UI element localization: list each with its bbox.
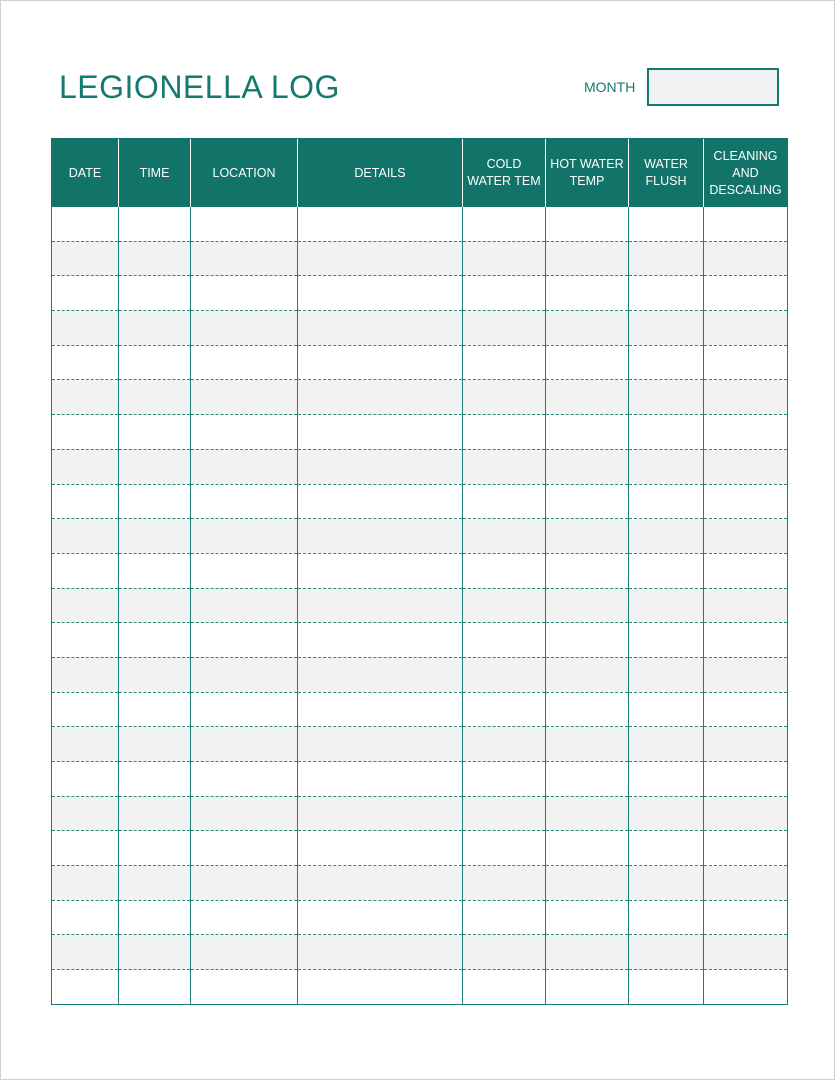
log-cell[interactable] bbox=[546, 866, 629, 901]
log-cell[interactable] bbox=[463, 380, 546, 415]
log-cell[interactable] bbox=[52, 692, 119, 727]
log-cell[interactable] bbox=[298, 311, 463, 346]
log-cell[interactable] bbox=[463, 762, 546, 797]
log-cell[interactable] bbox=[119, 449, 191, 484]
log-cell[interactable] bbox=[298, 519, 463, 554]
log-cell[interactable] bbox=[629, 762, 704, 797]
table-row bbox=[52, 727, 788, 762]
log-cell[interactable] bbox=[629, 623, 704, 658]
log-cell[interactable] bbox=[463, 796, 546, 831]
month-label: MONTH bbox=[584, 79, 636, 95]
log-cell[interactable] bbox=[546, 553, 629, 588]
column-header-line: COLD bbox=[486, 157, 522, 171]
log-cell[interactable] bbox=[191, 311, 298, 346]
column-header-cleaning-and-descaling bbox=[704, 139, 788, 208]
log-cell[interactable] bbox=[191, 380, 298, 415]
log-cell[interactable] bbox=[119, 866, 191, 901]
log-cell[interactable] bbox=[298, 484, 463, 519]
log-cell[interactable] bbox=[463, 449, 546, 484]
log-cell[interactable] bbox=[119, 519, 191, 554]
log-cell[interactable] bbox=[704, 727, 788, 762]
log-cell[interactable] bbox=[191, 657, 298, 692]
log-cell[interactable] bbox=[191, 762, 298, 797]
log-cell[interactable] bbox=[119, 692, 191, 727]
log-cell[interactable] bbox=[119, 345, 191, 380]
log-cell[interactable] bbox=[52, 866, 119, 901]
log-cell[interactable] bbox=[704, 900, 788, 935]
column-header-line: WATER bbox=[644, 157, 688, 171]
table-header-row bbox=[52, 139, 788, 208]
log-cell[interactable] bbox=[191, 623, 298, 658]
log-cell[interactable] bbox=[546, 970, 629, 1005]
log-cell[interactable] bbox=[704, 311, 788, 346]
log-cell[interactable] bbox=[463, 692, 546, 727]
column-header-line: HOT WATER bbox=[550, 157, 624, 171]
log-cell[interactable] bbox=[704, 484, 788, 519]
log-cell[interactable] bbox=[463, 484, 546, 519]
table-row bbox=[52, 762, 788, 797]
log-cell[interactable] bbox=[546, 519, 629, 554]
log-cell[interactable] bbox=[546, 762, 629, 797]
log-cell[interactable] bbox=[52, 727, 119, 762]
table-row bbox=[52, 345, 788, 380]
table-row bbox=[52, 588, 788, 623]
log-cell[interactable] bbox=[119, 207, 191, 241]
log-cell[interactable] bbox=[546, 831, 629, 866]
log-cell[interactable] bbox=[298, 415, 463, 450]
log-cell[interactable] bbox=[298, 935, 463, 970]
log-cell[interactable] bbox=[52, 484, 119, 519]
log-cell[interactable] bbox=[629, 241, 704, 276]
table-row bbox=[52, 657, 788, 692]
log-cell[interactable] bbox=[704, 241, 788, 276]
log-cell[interactable] bbox=[191, 831, 298, 866]
log-cell[interactable] bbox=[191, 241, 298, 276]
log-cell[interactable] bbox=[52, 623, 119, 658]
log-cell[interactable] bbox=[191, 449, 298, 484]
log-cell[interactable] bbox=[298, 727, 463, 762]
log-cell[interactable] bbox=[546, 380, 629, 415]
table-row bbox=[52, 900, 788, 935]
log-cell[interactable] bbox=[629, 380, 704, 415]
log-cell[interactable] bbox=[463, 345, 546, 380]
table-row bbox=[52, 484, 788, 519]
log-cell[interactable] bbox=[298, 276, 463, 311]
column-header-line: WATER TEM bbox=[467, 174, 541, 188]
log-cell[interactable] bbox=[191, 207, 298, 241]
log-cell[interactable] bbox=[629, 831, 704, 866]
log-cell[interactable] bbox=[629, 553, 704, 588]
log-cell[interactable] bbox=[191, 727, 298, 762]
log-cell[interactable] bbox=[629, 345, 704, 380]
log-cell[interactable] bbox=[298, 866, 463, 901]
log-cell[interactable] bbox=[191, 866, 298, 901]
log-cell[interactable] bbox=[463, 519, 546, 554]
log-cell[interactable] bbox=[704, 519, 788, 554]
log-cell[interactable] bbox=[463, 831, 546, 866]
log-cell[interactable] bbox=[704, 380, 788, 415]
log-cell[interactable] bbox=[191, 796, 298, 831]
table-row bbox=[52, 519, 788, 554]
log-cell[interactable] bbox=[191, 900, 298, 935]
log-cell[interactable] bbox=[546, 623, 629, 658]
log-cell[interactable] bbox=[298, 831, 463, 866]
log-cell[interactable] bbox=[463, 970, 546, 1005]
table-row bbox=[52, 935, 788, 970]
column-header-cold-water-temp bbox=[463, 139, 546, 208]
log-cell[interactable] bbox=[704, 866, 788, 901]
log-cell[interactable] bbox=[629, 484, 704, 519]
log-cell[interactable] bbox=[463, 900, 546, 935]
log-cell[interactable] bbox=[629, 519, 704, 554]
log-cell[interactable] bbox=[546, 692, 629, 727]
column-header-location bbox=[191, 139, 298, 208]
log-cell[interactable] bbox=[463, 623, 546, 658]
log-cell[interactable] bbox=[52, 415, 119, 450]
log-cell[interactable] bbox=[52, 970, 119, 1005]
column-header-line: DETAILS bbox=[354, 165, 406, 180]
log-cell[interactable] bbox=[52, 345, 119, 380]
log-cell[interactable] bbox=[52, 831, 119, 866]
log-cell[interactable] bbox=[463, 241, 546, 276]
log-cell[interactable] bbox=[298, 207, 463, 241]
log-cell[interactable] bbox=[704, 207, 788, 241]
log-cell[interactable] bbox=[119, 241, 191, 276]
column-header-line: TIME bbox=[139, 165, 170, 180]
column-header-line: DESCALING bbox=[709, 182, 782, 197]
log-cell[interactable] bbox=[704, 970, 788, 1005]
log-cell[interactable] bbox=[629, 727, 704, 762]
log-cell[interactable] bbox=[191, 484, 298, 519]
log-cell[interactable] bbox=[298, 900, 463, 935]
log-cell[interactable] bbox=[119, 415, 191, 450]
log-cell[interactable] bbox=[463, 866, 546, 901]
log-cell[interactable] bbox=[629, 276, 704, 311]
log-cell[interactable] bbox=[704, 449, 788, 484]
log-cell[interactable] bbox=[119, 657, 191, 692]
log-cell[interactable] bbox=[191, 519, 298, 554]
log-cell[interactable] bbox=[119, 623, 191, 658]
log-cell[interactable] bbox=[191, 935, 298, 970]
column-header-line: AND bbox=[732, 165, 759, 180]
log-cell[interactable] bbox=[52, 449, 119, 484]
log-cell[interactable] bbox=[119, 727, 191, 762]
log-cell[interactable] bbox=[629, 657, 704, 692]
log-cell[interactable] bbox=[629, 449, 704, 484]
log-cell[interactable] bbox=[298, 657, 463, 692]
month-field[interactable] bbox=[647, 68, 779, 106]
log-cell[interactable] bbox=[629, 311, 704, 346]
table-row bbox=[52, 692, 788, 727]
table-row bbox=[52, 866, 788, 901]
table-row bbox=[52, 415, 788, 450]
log-cell[interactable] bbox=[629, 796, 704, 831]
log-cell[interactable] bbox=[52, 241, 119, 276]
log-cell[interactable] bbox=[119, 276, 191, 311]
log-cell[interactable] bbox=[463, 657, 546, 692]
log-cell[interactable] bbox=[119, 796, 191, 831]
log-cell[interactable] bbox=[298, 241, 463, 276]
table-row bbox=[52, 449, 788, 484]
column-header-line: TEMP bbox=[569, 174, 605, 188]
log-cell[interactable] bbox=[119, 900, 191, 935]
log-cell[interactable] bbox=[546, 207, 629, 241]
log-cell[interactable] bbox=[298, 380, 463, 415]
log-cell[interactable] bbox=[298, 692, 463, 727]
log-cell[interactable] bbox=[298, 796, 463, 831]
table-row bbox=[52, 623, 788, 658]
table-row bbox=[52, 831, 788, 866]
column-header-line: CLEANING bbox=[713, 148, 778, 163]
log-cell[interactable] bbox=[119, 311, 191, 346]
log-cell[interactable] bbox=[704, 553, 788, 588]
log-cell[interactable] bbox=[546, 796, 629, 831]
log-cell[interactable] bbox=[546, 415, 629, 450]
log-cell[interactable] bbox=[52, 519, 119, 554]
log-cell[interactable] bbox=[463, 415, 546, 450]
log-cell[interactable] bbox=[463, 276, 546, 311]
log-cell[interactable] bbox=[463, 727, 546, 762]
log-cell[interactable] bbox=[298, 762, 463, 797]
log-cell[interactable] bbox=[546, 241, 629, 276]
column-header-details bbox=[298, 139, 463, 208]
log-cell[interactable] bbox=[704, 692, 788, 727]
log-cell[interactable] bbox=[191, 415, 298, 450]
table-row bbox=[52, 970, 788, 1005]
log-cell[interactable] bbox=[191, 553, 298, 588]
log-cell[interactable] bbox=[119, 553, 191, 588]
log-cell[interactable] bbox=[298, 623, 463, 658]
log-cell[interactable] bbox=[191, 276, 298, 311]
table-row bbox=[52, 241, 788, 276]
log-cell[interactable] bbox=[629, 207, 704, 241]
table-row bbox=[52, 553, 788, 588]
table-row bbox=[52, 380, 788, 415]
log-cell[interactable] bbox=[629, 588, 704, 623]
log-cell[interactable] bbox=[704, 345, 788, 380]
log-cell[interactable] bbox=[119, 484, 191, 519]
log-cell[interactable] bbox=[298, 345, 463, 380]
log-cell[interactable] bbox=[52, 380, 119, 415]
log-cell[interactable] bbox=[298, 588, 463, 623]
table-row bbox=[52, 796, 788, 831]
log-cell[interactable] bbox=[546, 727, 629, 762]
log-cell[interactable] bbox=[52, 311, 119, 346]
log-cell[interactable] bbox=[52, 762, 119, 797]
log-cell[interactable] bbox=[52, 553, 119, 588]
column-header-hot-water-temp bbox=[546, 139, 629, 208]
log-cell[interactable] bbox=[119, 762, 191, 797]
log-cell[interactable] bbox=[52, 276, 119, 311]
log-table bbox=[51, 138, 788, 1005]
log-cell[interactable] bbox=[546, 345, 629, 380]
log-cell[interactable] bbox=[704, 796, 788, 831]
log-cell[interactable] bbox=[629, 935, 704, 970]
log-cell[interactable] bbox=[52, 900, 119, 935]
log-cell[interactable] bbox=[463, 935, 546, 970]
log-cell[interactable] bbox=[463, 588, 546, 623]
log-cell[interactable] bbox=[546, 311, 629, 346]
log-cell[interactable] bbox=[463, 553, 546, 588]
column-header-line: LOCATION bbox=[212, 165, 276, 180]
log-cell[interactable] bbox=[546, 276, 629, 311]
column-header-date bbox=[52, 139, 119, 208]
column-header-line: FLUSH bbox=[645, 174, 687, 188]
log-cell[interactable] bbox=[704, 588, 788, 623]
log-cell[interactable] bbox=[546, 449, 629, 484]
log-cell[interactable] bbox=[298, 553, 463, 588]
log-cell[interactable] bbox=[546, 935, 629, 970]
page-title: LEGIONELLA LOG bbox=[59, 69, 340, 105]
log-cell[interactable] bbox=[52, 796, 119, 831]
log-cell[interactable] bbox=[704, 935, 788, 970]
log-cell[interactable] bbox=[191, 692, 298, 727]
log-cell[interactable] bbox=[629, 900, 704, 935]
log-cell[interactable] bbox=[191, 970, 298, 1005]
log-cell[interactable] bbox=[191, 588, 298, 623]
log-cell[interactable] bbox=[629, 415, 704, 450]
log-cell[interactable] bbox=[119, 935, 191, 970]
log-cell[interactable] bbox=[704, 623, 788, 658]
table-row bbox=[52, 207, 788, 241]
column-header-line: DATE bbox=[68, 165, 102, 180]
log-cell[interactable] bbox=[629, 866, 704, 901]
column-header-time bbox=[119, 139, 191, 208]
log-cell[interactable] bbox=[704, 831, 788, 866]
log-cell[interactable] bbox=[463, 207, 546, 241]
log-cell[interactable] bbox=[191, 345, 298, 380]
log-cell[interactable] bbox=[704, 276, 788, 311]
column-header-water-flush bbox=[629, 139, 704, 208]
log-cell[interactable] bbox=[119, 831, 191, 866]
log-cell[interactable] bbox=[546, 657, 629, 692]
log-cell[interactable] bbox=[119, 380, 191, 415]
log-cell[interactable] bbox=[629, 692, 704, 727]
log-cell[interactable] bbox=[704, 415, 788, 450]
table-row bbox=[52, 276, 788, 311]
log-cell[interactable] bbox=[629, 970, 704, 1005]
log-cell[interactable] bbox=[704, 762, 788, 797]
log-cell[interactable] bbox=[546, 588, 629, 623]
log-cell[interactable] bbox=[52, 207, 119, 241]
log-cell[interactable] bbox=[463, 311, 546, 346]
log-table-body bbox=[52, 207, 788, 1004]
log-cell[interactable] bbox=[52, 935, 119, 970]
table-row bbox=[52, 311, 788, 346]
log-cell[interactable] bbox=[52, 588, 119, 623]
log-cell[interactable] bbox=[298, 449, 463, 484]
log-cell[interactable] bbox=[119, 970, 191, 1005]
log-cell[interactable] bbox=[546, 484, 629, 519]
log-cell[interactable] bbox=[704, 657, 788, 692]
log-cell[interactable] bbox=[298, 970, 463, 1005]
log-cell[interactable] bbox=[52, 657, 119, 692]
log-cell[interactable] bbox=[119, 588, 191, 623]
log-cell[interactable] bbox=[546, 900, 629, 935]
